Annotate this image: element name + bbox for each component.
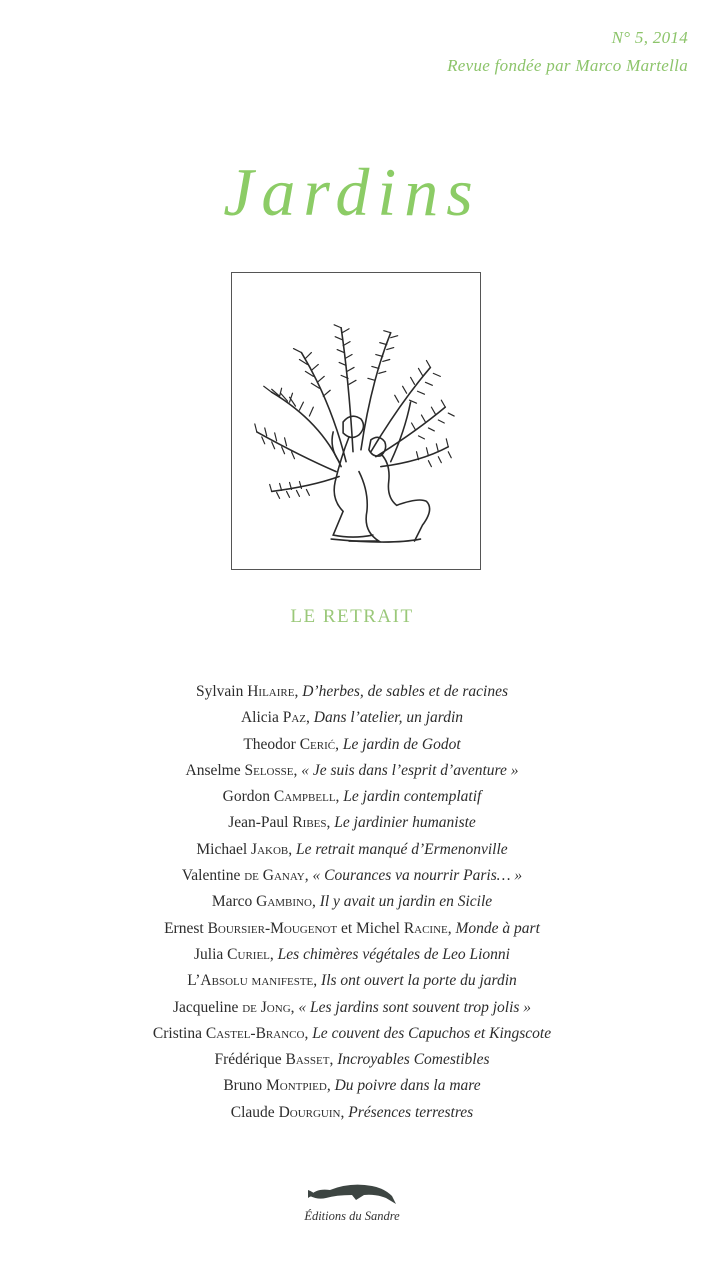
publisher-block (0, 1178, 704, 1224)
contents-entry: Sylvain Hilaire, D’herbes, de sables et de racines (195, 683, 508, 700)
contents-entry: L’Absolu manifeste, Ils ont ouvert la porte du jardin (187, 972, 517, 990)
contents-entry: Jean-Paul Ribes, Le jardinier humaniste (228, 814, 476, 832)
contents-entry: Frédérique Basset, Incroyables Comestibles (214, 1051, 490, 1069)
contents-entry: Michael Jakob, Le retrait manqué d’Ermenonville (196, 840, 508, 858)
contents-entry: Bruno Montpied, Du poivre dans la mare (223, 1077, 481, 1095)
founder-line: Revue fondée par Marco Martella (447, 56, 688, 75)
fish-logo-icon (306, 1178, 398, 1206)
contents-entry: Marco Gambino, Il y avait un jardin en Sicile (211, 893, 493, 911)
contents-entry: Anselme Selosse, « Je suis dans l’esprit d’aventure » (185, 761, 519, 779)
cover-illustration-frame (231, 272, 481, 570)
theme-heading: LE RETRAIT (290, 606, 414, 627)
contents-entry: Alicia Paz, Dans l’atelier, un jardin (240, 709, 464, 727)
contents-entry: Cristina Castel-Branco, Le couvent des Capuchos et Kingscote (152, 1024, 552, 1042)
issue-number: N° 5, 2014 (611, 28, 688, 47)
publisher-name: Éditions du Sandre (304, 1209, 400, 1223)
contents-entry: Valentine de Ganay, « Courances va nourrir Paris… » (181, 867, 523, 885)
contents-entry: Jacqueline de Jong, « Les jardins sont souvent trop jolis » (172, 998, 532, 1016)
contents-entry: Julia Curiel, Les chimères végétales de Leo Lionni (194, 945, 510, 963)
contents-entry: Ernest Boursier-Mougenot et Michel Racine, Monde à part (164, 919, 540, 937)
tree-figures-illustration-icon (232, 273, 480, 569)
contents-entry: Gordon Campbell, Le jardin contemplatif (222, 788, 482, 806)
table-of-contents (0, 679, 704, 1126)
journal-title: Jardins (223, 154, 481, 230)
contents-entry: Claude Dourguin, Présences terrestres (230, 1103, 474, 1121)
contents-entry: Theodor Cerić, Le jardin de Godot (243, 735, 461, 753)
